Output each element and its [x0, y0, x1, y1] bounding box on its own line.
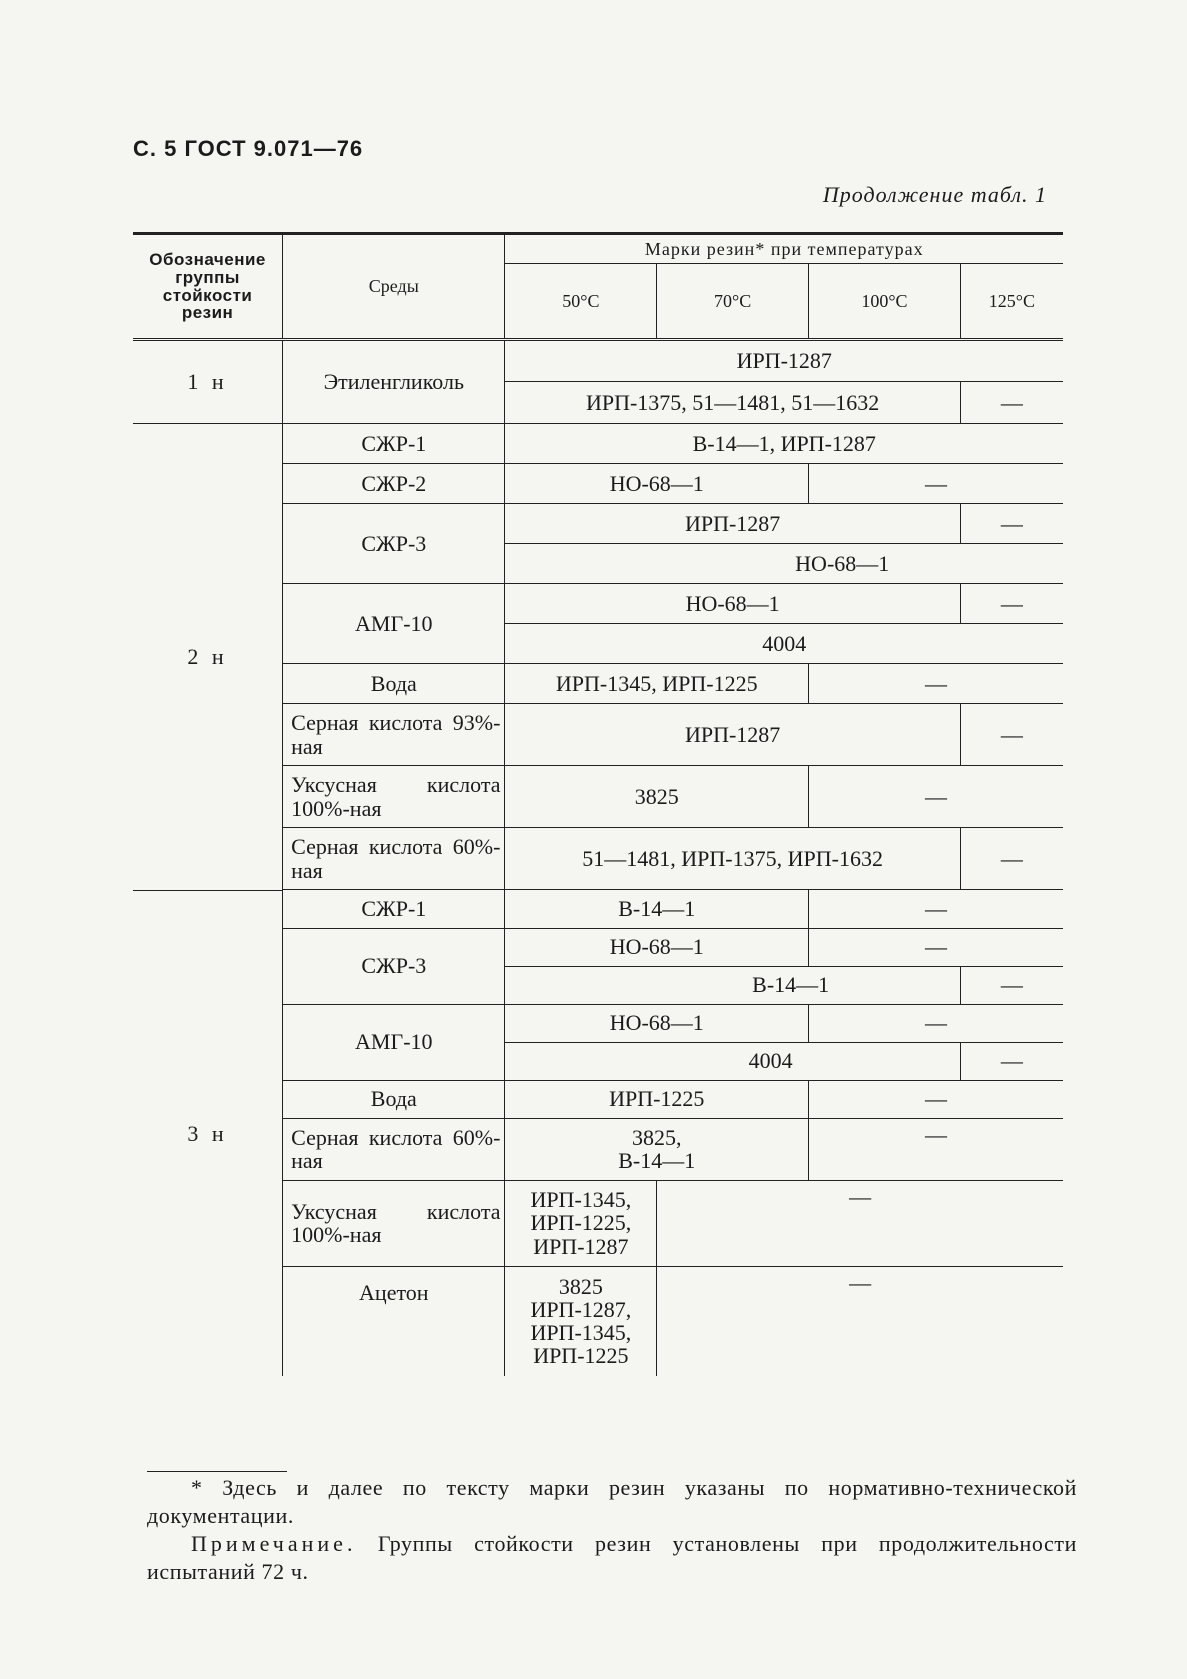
cell-g3-acetic-line3: ИРП-1287	[533, 1233, 629, 1259]
cell-g2-szhr1: В-14—1, ИРП-1287	[505, 424, 1063, 464]
footnotes	[147, 1468, 1077, 1587]
cell-g2-amg10-all: 4004	[505, 624, 1063, 664]
media-szhr3-g3: СЖР-3	[283, 928, 505, 1004]
cell-g3-szhr3-125: —	[960, 966, 1063, 1004]
cell-g2-sulfuric60-125: —	[960, 828, 1063, 890]
header-temp-100: 100°С	[809, 264, 961, 340]
header-grades-span: Марки резин* при температурах	[505, 234, 1063, 264]
table-continuation-caption: Продолжение табл. 1	[822, 182, 1047, 207]
cell-g3-sulfuric60-100-125: —	[809, 1118, 1063, 1180]
cell-g3-amg10-50-70: НО-68—1	[505, 1004, 809, 1042]
cell-g3-szhr1-100-125: —	[809, 890, 1063, 928]
media-szhr3: СЖР-3	[283, 504, 505, 584]
media-water: Вода	[283, 664, 505, 704]
header-temp-125: 125°С	[960, 264, 1063, 340]
cell-g3-water-50-70: ИРП-1225	[505, 1080, 809, 1118]
cell-g3-sulfuric60-line1: 3825,	[632, 1124, 682, 1150]
media-sulfuric-60: Серная кислота 60%-ная	[283, 828, 505, 890]
group-2n: 2 н	[133, 424, 283, 891]
cell-g3-acetone-line2: ИРП-1287,	[530, 1297, 632, 1323]
media-acetone: Ацетон	[283, 1266, 505, 1376]
cell-g1-eg-all: ИРП-1287	[505, 340, 1063, 382]
cell-g3-acetone-70-125: —	[657, 1266, 1063, 1376]
cell-g3-szhr3-100-125: —	[809, 928, 1063, 966]
footnote-asterisk: * Здесь и далее по тексту марки резин указаны по нормативно-технической документации.	[147, 1475, 1077, 1529]
cell-g3-amg10-100-125: —	[809, 1004, 1063, 1042]
cell-g2-sulfuric93-125: —	[960, 704, 1063, 766]
media-amg10-g3: АМГ-10	[283, 1004, 505, 1080]
media-szhr2: СЖР-2	[283, 464, 505, 504]
cell-g3-amg10-50-100: 4004	[505, 1042, 960, 1080]
group-1n: 1 н	[133, 340, 283, 424]
cell-g3-sulfuric60-50-70	[505, 1118, 809, 1180]
cell-g2-szhr3-all: НО-68—1	[505, 544, 1063, 584]
cell-g3-acetic-line1: ИРП-1345,	[530, 1187, 632, 1213]
media-acetic-100: Уксусная кислота 100%-ная	[283, 766, 505, 828]
cell-g2-sulfuric93-50-100: ИРП-1287	[505, 704, 960, 766]
media-acetic-100-g3: Уксусная кислота 100%-ная	[283, 1180, 505, 1266]
note-text: Группы стойкости резин установлены при продолжительности испытаний 72 ч.	[147, 1531, 1077, 1585]
cell-g3-acetone-line3: ИРП-1345,	[530, 1320, 632, 1346]
note-label: Примечание.	[191, 1531, 357, 1557]
cell-g3-acetic-70-125: —	[657, 1180, 1063, 1266]
cell-g3-szhr3-50-70: НО-68—1	[505, 928, 809, 966]
cell-g2-water-50-70: ИРП-1345, ИРП-1225	[505, 664, 809, 704]
media-sulfuric-60-g3: Серная кислота 60%-ная	[283, 1118, 505, 1180]
cell-g3-szhr3-50-100: В-14—1	[505, 966, 960, 1004]
cell-g3-amg10-125: —	[960, 1042, 1063, 1080]
cell-g3-acetone-50	[505, 1266, 657, 1376]
media-ethylene-glycol: Этиленгликоль	[283, 340, 505, 424]
cell-g2-sulfuric60-50-100: 51—1481, ИРП-1375, ИРП-1632	[505, 828, 960, 890]
cell-g3-acetic-50	[505, 1180, 657, 1266]
cell-g1-eg-50-100: ИРП-1375, 51—1481, 51—1632	[505, 382, 960, 424]
cell-g2-amg10-125: —	[960, 584, 1063, 624]
cell-g2-amg10-50-100: НО-68—1	[505, 584, 960, 624]
cell-g3-szhr1-50-70: В-14—1	[505, 890, 809, 928]
group-3n: 3 н	[187, 1120, 228, 1146]
media-water-g3: Вода	[283, 1080, 505, 1118]
cell-g3-water-100-125: —	[809, 1080, 1063, 1118]
table-note	[147, 1530, 1077, 1586]
header-media: Среды	[283, 234, 505, 340]
cell-g3-acetone-line4: ИРП-1225	[533, 1343, 629, 1369]
media-sulfuric-93: Серная кислота 93%-ная	[283, 704, 505, 766]
rubber-grades-table	[133, 232, 1063, 1376]
cell-g2-szhr3-50-100: ИРП-1287	[505, 504, 960, 544]
cell-g3-acetone-line1: 3825	[558, 1274, 603, 1300]
page-reference: С. 5 ГОСТ 9.071—76	[133, 136, 364, 161]
cell-g3-acetic-line2: ИРП-1225,	[530, 1210, 632, 1236]
cell-g2-acetic100-50-70: 3825	[505, 766, 809, 828]
media-szhr1-g3: СЖР-1	[283, 890, 505, 928]
cell-g1-eg-125: —	[960, 382, 1063, 424]
header-group-designation: Обозначение группы стойкости резин	[133, 234, 283, 340]
cell-g2-acetic100-100-125: —	[809, 766, 1063, 828]
cell-g2-szhr2-100-125: —	[809, 464, 1063, 504]
header-temp-70: 70°С	[657, 264, 809, 340]
media-szhr1: СЖР-1	[283, 424, 505, 464]
header-temp-50: 50°С	[505, 264, 657, 340]
cell-g2-water-100-125: —	[809, 664, 1063, 704]
cell-g3-sulfuric60-line2: В-14—1	[618, 1148, 696, 1173]
media-amg10: АМГ-10	[283, 584, 505, 664]
cell-g2-szhr2-50-70: НО-68—1	[505, 464, 809, 504]
cell-g2-szhr3-125a: —	[960, 504, 1063, 544]
